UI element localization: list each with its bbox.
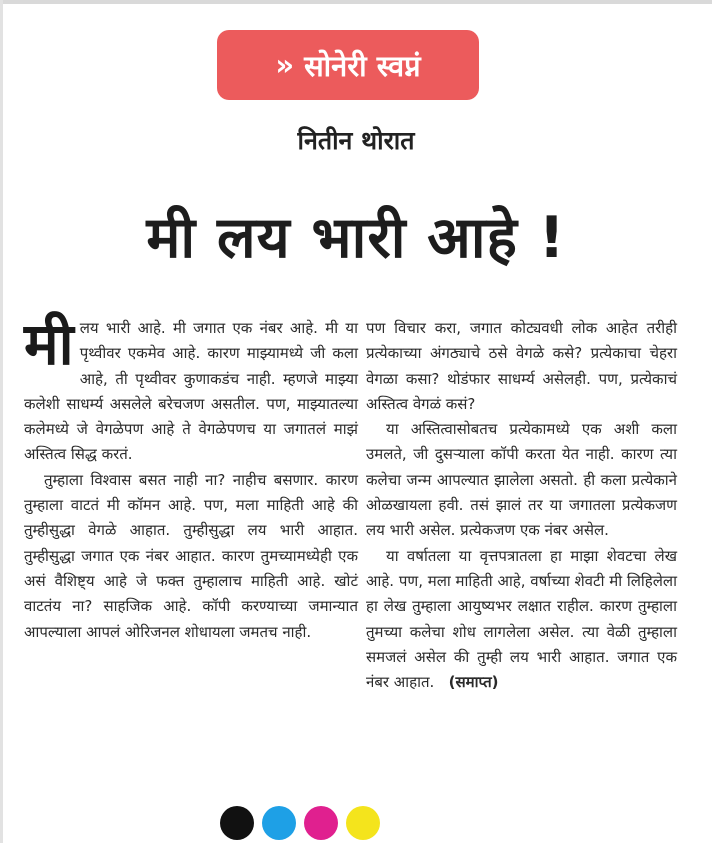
headline: मी लय भारी आहे !: [146, 205, 566, 271]
article-paragraph: या अस्तित्वासोबतच प्रत्येकामध्ये एक अशी कला उमलते, जी दुसऱ्याला कॉपी करता येत नाही. कारण त्या कलेचा जन्म आपल्यात झालेला असतो. ही कला प्रत्येकाने ओळखायला हवी. तसं झालं तर या जगातला प्रत्येकजण लय भारी असेल. प्रत्येकजण एक नंबर असेल.: [366, 420, 677, 540]
article-column-left: [24, 310, 358, 645]
chevron-icon: »: [275, 48, 295, 82]
column-title-badge: [217, 30, 479, 100]
registration-dot-black: [220, 806, 254, 840]
page-top-edge: [0, 0, 712, 4]
registration-dot-yellow: [346, 806, 380, 840]
author-name: नितीन थोरात: [297, 126, 415, 155]
article-column-right: [366, 316, 677, 695]
registration-dot-magenta: [304, 806, 338, 840]
article-paragraph: तुम्हाला विश्वास बसत नाही ना? नाहीच बसणार. कारण तुम्हाला वाटतं मी कॉमन आहे. पण, मला माहिती आहे की तुम्हीसुद्धा वेगळे आहात. तुम्हीसुद्धा लय भारी आहात. तुम्हीसुद्धा जगात एक नंबर आहात. कारण तुमच्यामध्येही एक असं वैशिष्ट्य आहे जे फक्त तुम्हालाच माहिती आहे. खोटं वाटतंय ना? साहजिक आहे. कॉपी करण्याच्या जमान्यात आपल्याला आपलं ओरिजनल शोधायला जमतच नाही.: [24, 470, 358, 641]
drop-cap: मी: [24, 310, 74, 378]
article-paragraph: [24, 310, 358, 468]
registration-dot-cyan: [262, 806, 296, 840]
end-mark: (समाप्त): [448, 673, 499, 692]
paragraph-text: लय भारी आहे. मी जगात एक नंबर आहे. मी या पृथ्वीवर एकमेव आहे. कारण माझ्यामध्ये जी कला आहे, ती पृथ्वीवर कुणाकडंच नाही. म्हणजे माझ्या कलेशी साधर्म्य असलेले बरेचजण असतील. पण, माझ्यातल्या कलेमध्ये जे वेगळेपण आहे ते वेगळेपणच या जगातलं माझं अस्तित्व सिद्ध करतं.: [24, 319, 358, 464]
column-title: सोनेरी स्वप्नं: [304, 48, 421, 83]
registration-marks: [220, 806, 380, 840]
paragraph-text: या वर्षातला या वृत्तपत्रातला हा माझा शेवटचा लेख आहे. पण, मला माहिती आहे, वर्षाच्या शेवटी मी लिहिलेला हा लेख तुम्हाला आयुष्यभर लक्षात राहील. कारण तुम्हाला तुमच्या कलेचा शोध लागलेला असेल. त्या वेळी तुम्हाला समजलं असेल की तुम्ही लय भारी आहात. जगात एक नंबर आहात.: [366, 546, 677, 692]
article-paragraph: [366, 544, 677, 696]
article-paragraph: पण विचार करा, जगात कोट्यवधी लोक आहेत तरीही प्रत्येकाच्या अंगठ्याचे ठसे वेगळे कसे? प्रत्येकाचा चेहरा वेगळा कसा? थोडंफार साधर्म्य असेलही. पण, प्रत्येकाचं अस्तित्व वेगळं कसं?: [366, 319, 677, 413]
